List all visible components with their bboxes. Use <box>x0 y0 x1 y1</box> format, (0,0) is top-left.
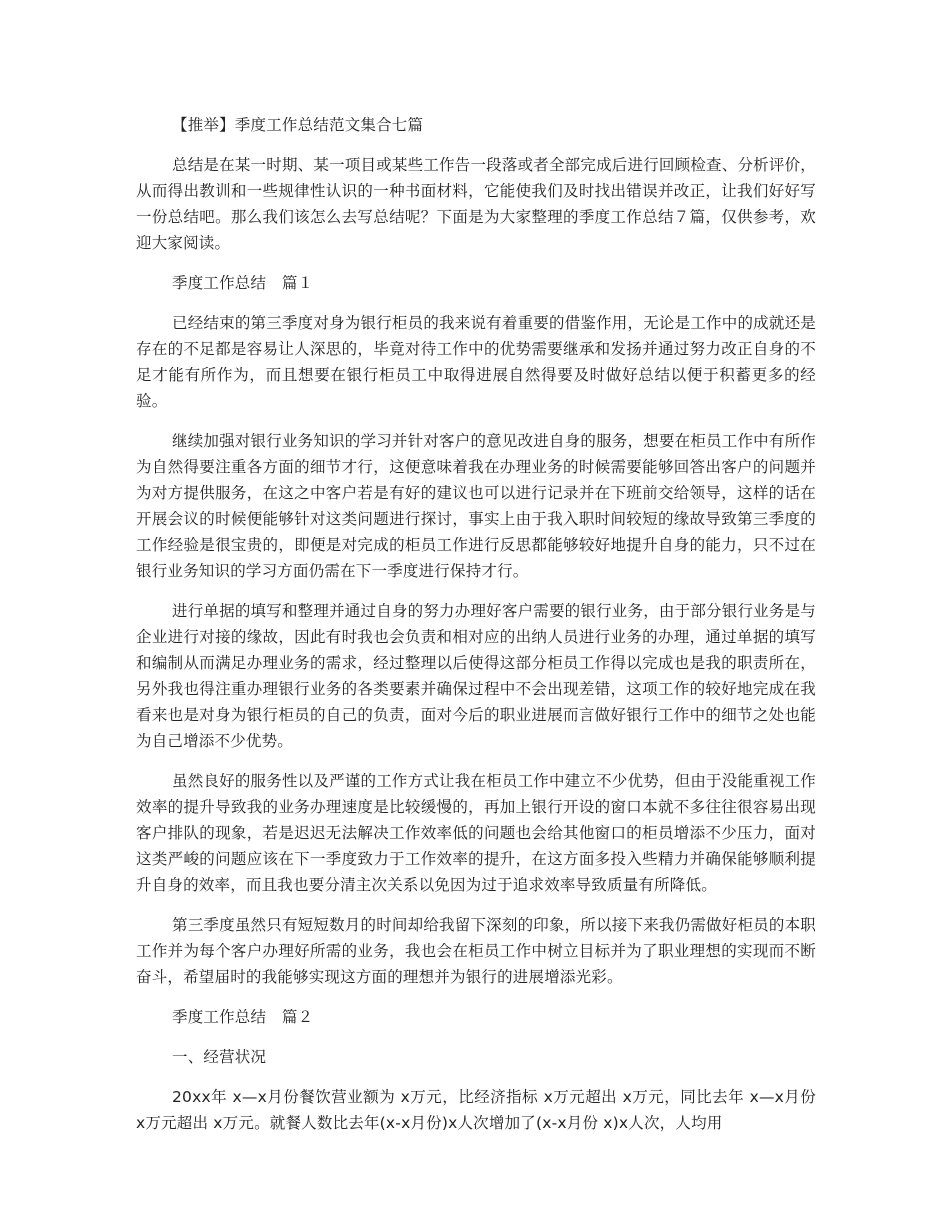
document-body <box>136 112 816 1136</box>
section-heading-1: 季度工作总结 篇１ <box>172 274 314 292</box>
section2-subheading: 一、经营状况 <box>172 1048 267 1066</box>
section1-paragraph-3: 进行单据的填写和整理并通过自身的努力办理好客户需要的银行业务，由于部分银行业务是与企业进行对接的缘故，因此有时我也会负责和相对应的出纳人员进行业务的办理，通过单据的填写和编制从而满足办理业务的需求，经过整理以后使得这部分柜员工作得以完成也是我的职责所在，另外我也得注重办理银行业务的各类要素并确保过程中不会出现差错，这项工作的较好地完成在我看来也是对身为银行柜员的自己的负责，面对今后的职业进展而言做好银行工作中的细节之处也能为自己增添不少优势。 <box>136 602 816 750</box>
section1-paragraph-5: 第三季度虽然只有短短数月的时间却给我留下深刻的印象，所以接下来我仍需做好柜员的本职工作并为每个客户办理好所需的业务，我也会在柜员工作中树立目标并为了职业理想的实现而不断奋斗，希望届时的我能够实现这方面的理想并为银行的进展增添光彩。 <box>136 916 816 986</box>
section1-paragraph-2: 继续加强对银行业务知识的学习并针对客户的意见改进自身的服务，想要在柜员工作中有所作为自然得要注重各方面的细节才行，这便意味着我在办理业务的时候需要能够回答出客户的问题并为对方提供服务，在这之中客户若是有好的建议也可以进行记录并在下班前交给领导，这样的话在开展会议的时候便能够针对这类问题进行探讨，事实上由于我入职时间较短的缘故导致第三季度的工作经验是很宝贵的，即便是对完成的柜员工作进行反思都能够较好地提升自身的能力，只不过在银行业务知识的学习方面仍需在下一季度进行保持才行。 <box>136 432 816 580</box>
section1-paragraph-4: 虽然良好的服务性以及严谨的工作方式让我在柜员工作中建立不少优势，但由于没能重视工作效率的提升导致我的业务办理速度是比较缓慢的，再加上银行开设的窗口本就不多往往很容易出现客户排队的现象，若是迟迟无法解决工作效率低的问题也会给其他窗口的柜员增添不少压力，面对这类严峻的问题应该在下一季度致力于工作效率的提升，在这方面多投入些精力并确保能够顺利提升自身的效率，而且我也要分清主次关系以免因为过于追求效率导致质量有所降低。 <box>136 772 816 894</box>
section1-paragraph-1: 已经结束的第三季度对身为银行柜员的我来说有着重要的借鉴作用，无论是工作中的成就还是存在的不足都是容易让人深思的，毕竟对待工作中的优势需要继承和发扬并通过努力改正自身的不足才能有所作为，而且想要在银行柜员工中取得进展自然得要及时做好总结以便于积蓄更多的经验。 <box>136 314 816 410</box>
section2-paragraph-1: 20xx年 x—x月份餐饮营业额为 x万元，比经济指标 x万元超出 x万元，同比去年 x—x月份 x万元超出 x万元。就餐人数比去年(x-x月份)x人次增加了(x-x月份 x)x人次，人均用 <box>136 1088 816 1132</box>
intro-paragraph: 总结是在某一时期、某一项目或某些工作告一段落或者全部完成后进行回顾检查、分析评价，从而得出教训和一些规律性认识的一种书面材料，它能使我们及时找出错误并改正，让我们好好写一份总结吧。那么我们该怎么去写总结呢？下面是为大家整理的季度工作总结７篇，仅供参考，欢迎大家阅读。 <box>136 156 816 252</box>
document-title: 【推举】季度工作总结范文集合七篇 <box>172 116 424 134</box>
section-heading-2: 季度工作总结 篇２ <box>172 1008 314 1026</box>
